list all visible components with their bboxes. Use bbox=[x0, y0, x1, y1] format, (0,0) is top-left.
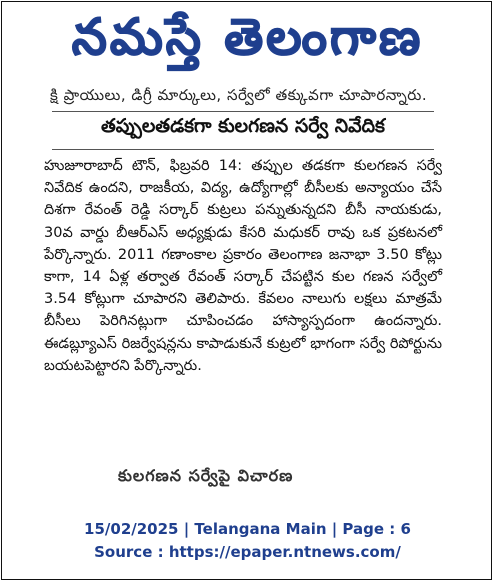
masthead bbox=[0, 4, 495, 82]
headline-top-rule bbox=[52, 111, 434, 112]
article-body: హుజూరాబాద్ టౌన్, ఫిబ్రవరి 14: తప్పుల తడకగా కులగణన సర్వే నివేదిక ఉందని, రాజకీయ, విద్య, ఉద్యోగాల్లో బీసీలకు అన్యాయం చేసే దిశగా రేవంత్ రెడ్డి సర్కార్ కుట్రలు పన్నుతున్నదని బీసీ నాయకుడు, 30వ వార్డు బీఆర్ఎస్ అధ్యక్షుడు కేసరి మధుకర్ రావు ఒక ప్రకటనలో పేర్కొన్నారు. 2011 గణాంకాల ప్రకారం తెలంగాణ జనాభా 3.50 కోట్లు కాగా, 14 ఏళ్ల తర్వాత రేవంత్ సర్కార్ చేపట్టిన కుల గణన సర్వేలో 3.54 కోట్లుగా చూపారని తెలిపారు. కేవలం నాలుగు లక్షలు మాత్రమే బీసీలు పెరిగినట్లుగా చూపించడం హాస్యాస్పదంగా ఉందన్నారు. ఈడబ్ల్యూఎస్ రిజర్వేషన్లను కాపాడుకునే కుట్రలో భాగంగా సర్వే రిపోర్టును బయటపెట్టారని పేర్కొన్నారు. bbox=[44, 158, 442, 374]
previous-article-fragment: క్షి ప్రాయులు, డిగ్రీ మార్కులు, సర్వేలో తక్కువగా చూపారన్నారు. bbox=[50, 86, 428, 104]
newspaper-title: నమస్తే తెలంగాణ bbox=[71, 7, 424, 66]
headline-bottom-rule bbox=[52, 149, 434, 150]
article-headline: తప్పులతడకగా కులగణన సర్వే నివేదిక bbox=[101, 115, 385, 137]
next-article-fragment: కులగణన సర్వేపై విచారణ bbox=[118, 466, 294, 485]
publication-info: 15/02/2025 | Telangana Main | Page : 6 bbox=[84, 520, 411, 538]
article-clipping bbox=[42, 86, 444, 485]
source-link[interactable]: Source : https://epaper.ntnews.com/ bbox=[94, 543, 401, 561]
